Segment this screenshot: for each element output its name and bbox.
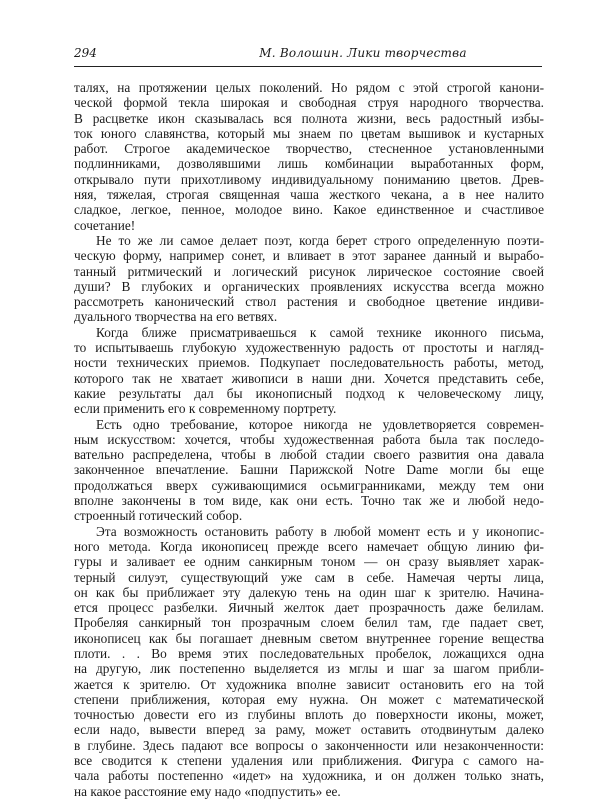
text-line: дуального творчества на его ветвях. bbox=[74, 309, 278, 325]
text-line: он как бы приближает эту далекую тень на один шаг к зрителю. Начина- bbox=[74, 584, 544, 600]
text-line: ется процесс разбелки. Яичный желток дает прозрачность даже белилам. bbox=[74, 600, 544, 616]
text-line: если надо, вывести вперед за раму, может оставить отодвинутым далеко bbox=[74, 722, 544, 738]
text-line: ности технических приемов. Подкупает последовательность работы, метод, bbox=[74, 355, 544, 371]
text-line: плоти. . . Во время этих последовательных пробелок, ложащихся одна bbox=[74, 645, 544, 661]
text-line: души? В глубоких и органических проявлениях искусства всегда можно bbox=[74, 278, 544, 294]
text-line: ного метода. Когда иконописец прежде всего намечает общую линию фи- bbox=[74, 538, 544, 554]
text-line: на какое расстояние ему надо «подпустить» ее. bbox=[74, 783, 341, 799]
header-divider bbox=[74, 66, 542, 67]
text-line: Эта возможность остановить работу в любой момент есть и у иконопис- bbox=[96, 523, 544, 539]
paragraph bbox=[74, 325, 544, 417]
text-line: открывало пути прихотливому индивидуальному пониманию цветов. Древ- bbox=[74, 171, 544, 187]
text-line: точностью довести его из глубины вплоть до поверхности иконы, может, bbox=[74, 707, 544, 723]
text-line: строенный готический собор. bbox=[74, 508, 243, 524]
paragraph bbox=[74, 524, 544, 799]
text-line: ным искусством: хочется, чтобы художественная работа была так последо- bbox=[74, 431, 544, 447]
text-line: вательно распределена, чтобы в любой стадии своего развития она давала bbox=[74, 447, 544, 463]
text-line: Пробеляя санкирный тон прозрачным слоем белил там, где падает свет, bbox=[74, 615, 544, 631]
page-number: 294 bbox=[74, 46, 97, 60]
text-line: танный ритмический и логический рисунок лирическое состояние своей bbox=[74, 263, 544, 279]
paragraph bbox=[74, 417, 544, 524]
text-line: если применить его к современному портрету. bbox=[74, 401, 337, 417]
text-line: талях, на протяжении целых поколений. Но рядом с этой строгой канони- bbox=[74, 80, 544, 95]
text-line: ток юного славянства, который мы знаем по цветам вышивок и кустарных bbox=[74, 125, 544, 141]
text-line: иконописец как бы погашает дневным светом внутреннее горение вещества bbox=[74, 630, 544, 646]
text-line: гуры и заливает ее одним санкирным тоном — он сразу выявляет харак- bbox=[74, 554, 544, 570]
text-line: ческую форму, например сонет, и вливает в этот заранее данный и вырабо- bbox=[74, 248, 544, 264]
text-line: Есть одно требование, которое никогда не удовлетворяется современ- bbox=[96, 416, 544, 432]
paragraph bbox=[74, 233, 544, 325]
text-line: вполне закончены в том виде, как они есть. Точно так же и любой недо- bbox=[74, 493, 544, 509]
text-line: степени приближения, которая ему нужна. Он может с математической bbox=[74, 691, 544, 707]
body-text bbox=[74, 80, 544, 799]
text-line: Не то же ли самое делает поэт, когда берет строго определенную поэти- bbox=[96, 232, 544, 248]
text-line: продолжаться вверх суживающимися осьмигранниками, между тем они bbox=[74, 477, 544, 493]
text-line: подлинниками, дозволявшими лишь комбинации выработанных форм, bbox=[74, 156, 544, 172]
running-title: М. Волошин. Лики творчества bbox=[259, 46, 467, 60]
paragraph bbox=[74, 80, 544, 233]
text-line: на другую, лик постепенно выделяется из мглы и шаг за шагом прибли- bbox=[74, 661, 544, 677]
text-line: В расцветке икон сказывалась вся полнота жизни, весь радостный избы- bbox=[74, 110, 544, 126]
running-head bbox=[74, 45, 542, 61]
text-line: работ. Строгое академическое творчество, стесненное установленными bbox=[74, 141, 544, 157]
text-line: законченное впечатление. Башни Парижской Notre Dame могли бы еще bbox=[74, 462, 544, 478]
text-line: чала работы постепенно «идет» на художника, и он должен только знать, bbox=[74, 768, 544, 784]
text-line: все сводится к степени удаления или приближения. Фигура с самого на- bbox=[74, 753, 544, 769]
text-line: ческой формой текла широкая и свободная струя народного творчества. bbox=[74, 95, 544, 111]
text-line: няя, тяжелая, строгая священная чаша жесткого чекана, а в нее налито bbox=[74, 187, 544, 203]
text-line: Когда ближе присматриваешься к самой технике иконного письма, bbox=[96, 324, 544, 340]
text-line: какие результаты дал бы иконописный подход к человеческому лицу, bbox=[74, 385, 544, 401]
text-line: сладкое, легкое, пенное, молодое вино. Какое единственное и счастливое bbox=[74, 202, 544, 218]
text-line: сочетание! bbox=[74, 217, 136, 233]
text-line: жается к зрителю. От художника вполне зависит остановить его на той bbox=[74, 676, 544, 692]
text-line: то испытываешь глубокую художественную радость от простоты и нагляд- bbox=[74, 340, 544, 356]
text-line: терный силуэт, существующий уже сам в себе. Намечая черты лица, bbox=[74, 569, 544, 585]
text-line: в глубине. Здесь падают все вопросы о законченности или незаконченности: bbox=[74, 737, 544, 753]
text-line: которого так не хватает живописи в наши дни. Хочется представить себе, bbox=[74, 370, 544, 386]
text-line: рассмотреть канонический ствол растения и свободное цветение индиви- bbox=[74, 294, 544, 310]
